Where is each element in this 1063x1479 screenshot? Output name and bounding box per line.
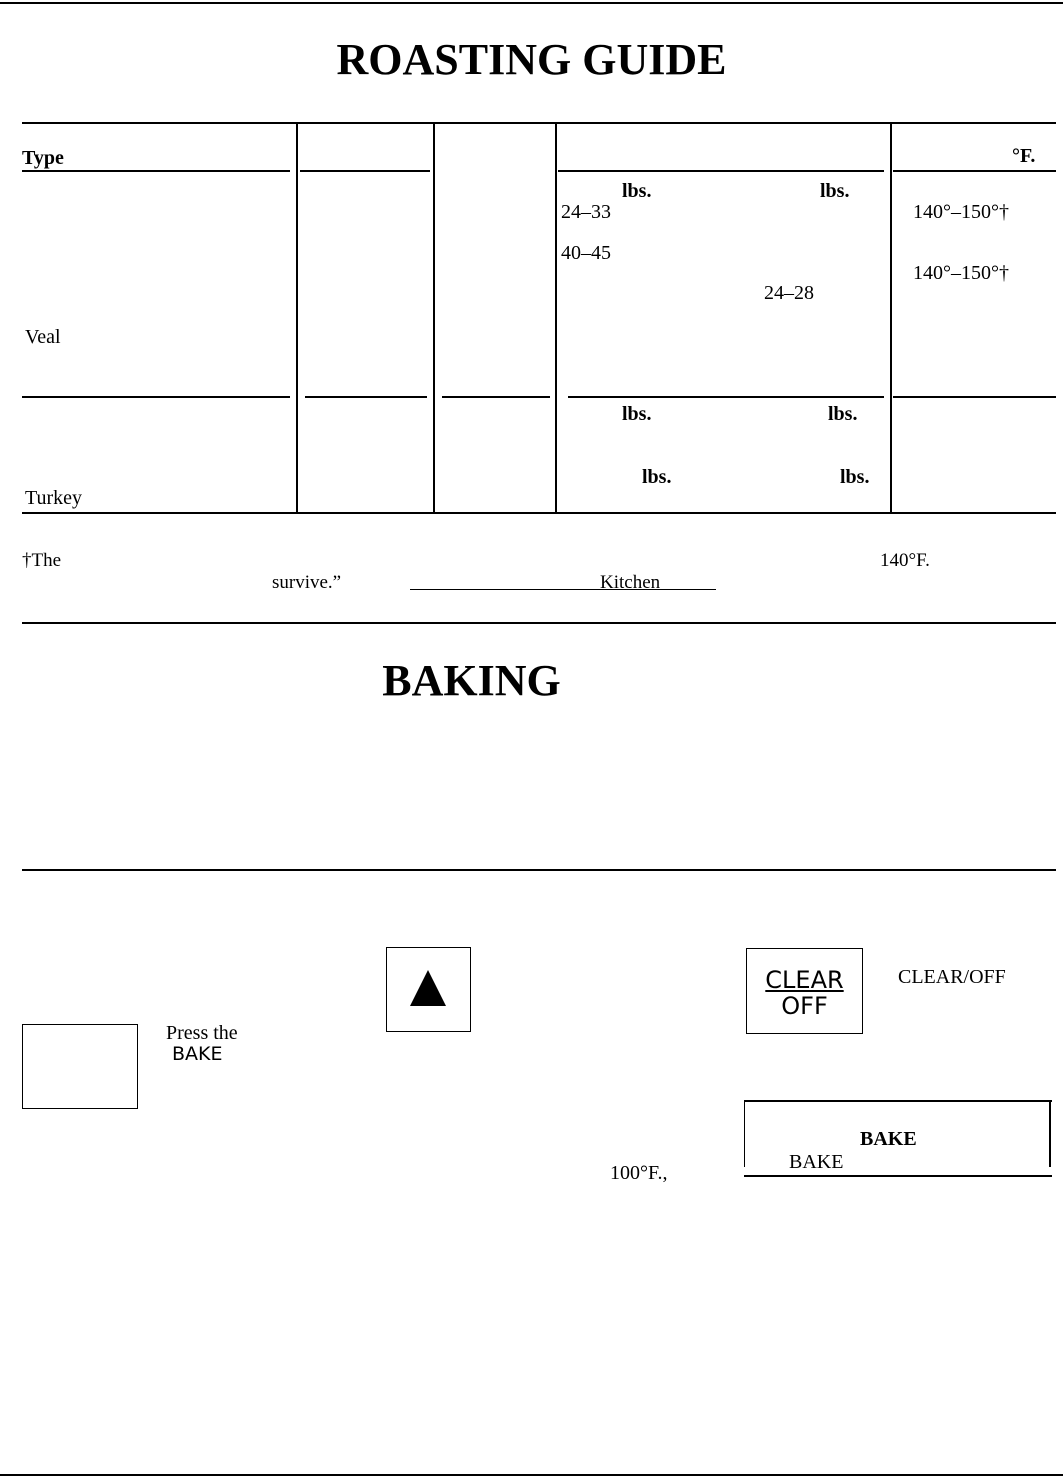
section-divider-top [22,622,1056,624]
poultry-row1-weight-a: lbs. [622,403,652,425]
bake-box-top [744,1100,1052,1102]
meats-row1-weight-b: lbs. [820,180,850,202]
bottom-border [0,1474,1063,1476]
col-divider-1 [296,123,298,513]
section-rule-col3 [442,396,550,398]
col-divider-3 [555,123,557,513]
meats-row3-temp: 140°–150°† [913,262,1009,284]
header-temp: °F. [1012,145,1036,167]
press-the-label: Press the [166,1022,238,1044]
bake-box-left [744,1101,745,1167]
meats-row2-time: 24–33 [561,201,611,223]
poultry-row1-weight-b: lbs. [828,403,858,425]
meats-row4-time: 24–28 [764,282,814,304]
footnote-start: †The [22,550,62,571]
col-divider-2 [433,123,435,513]
header-underline-col2 [300,170,430,172]
section-rule-col1 [22,396,290,398]
poultry-type-turkey: Turkey [25,487,83,509]
table-bottom-rule [22,512,1056,514]
increase-temp-key[interactable] [386,947,471,1032]
col-divider-4 [890,123,892,513]
clear-key-line1: CLEAR [765,966,844,994]
clear-key-line2: OFF [781,992,828,1020]
header-type: Type [22,147,64,169]
header-underline-col5 [893,170,1056,172]
footnote-survive: survive.” [272,572,342,593]
bake-key[interactable] [22,1024,138,1108]
roasting-guide-title: ROASTING GUIDE [336,35,727,84]
header-underline-col4 [558,170,884,172]
meats-row2-temp: 140°–150°† [913,201,1009,223]
meats-row1-weight-a: lbs. [622,180,652,202]
bake-box-right [1049,1101,1051,1167]
section-divider-bottom [22,869,1056,871]
baking-title: BAKING [382,656,561,705]
meat-type-veal: Veal [25,326,61,348]
footnote-underline [410,589,716,590]
bake-key-base [22,1108,138,1109]
clear-off-label: CLEAR/OFF [898,966,1006,988]
poultry-row2-weight-b: lbs. [840,466,870,488]
section-rule-col2 [305,396,427,398]
footnote-kitchen: Kitchen [600,572,661,593]
temp-note: 100°F., [610,1162,668,1184]
footnote-temp: 140°F. [880,550,930,571]
section-rule-col5 [893,396,1056,398]
bake-box-bottom [744,1175,1052,1177]
bake-key-label: BAKE [172,1043,223,1065]
section-rule-col4 [568,396,884,398]
poultry-row2-weight-a: lbs. [642,466,672,488]
header-underline-col1 [22,170,290,172]
up-arrow-icon [410,970,446,1006]
bake-box-line1: BAKE [860,1128,917,1150]
top-border [0,2,1063,4]
bake-box-line2: BAKE [789,1151,844,1173]
meats-row3-time: 40–45 [561,242,611,264]
clear-off-key[interactable] [746,948,863,1034]
table-top-rule [22,122,1056,124]
